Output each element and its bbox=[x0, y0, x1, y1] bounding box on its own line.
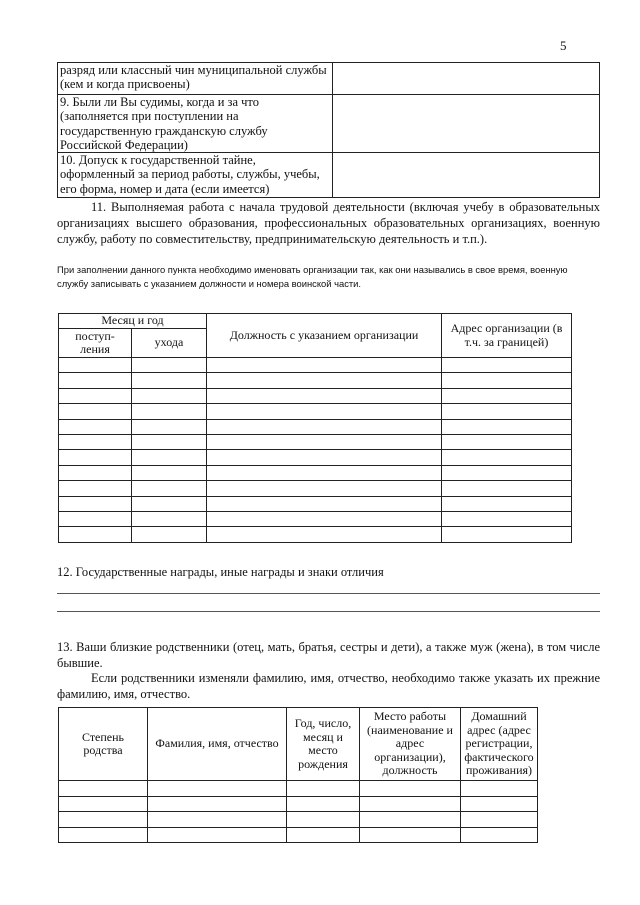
empty-cell[interactable] bbox=[207, 450, 442, 465]
empty-cell[interactable] bbox=[59, 404, 132, 419]
table-row bbox=[59, 827, 538, 843]
empty-cell[interactable] bbox=[59, 388, 132, 403]
workplace-header: Место работы (наименование и адрес организации), должность bbox=[360, 708, 461, 781]
question-cell: 9. Были ли Вы судимы, когда и за что (заполняется при поступлении на государственную гражданскую службу Российской Федерации) bbox=[58, 95, 333, 153]
end-header: ухода bbox=[132, 329, 207, 358]
empty-cell[interactable] bbox=[148, 796, 287, 812]
home-address-header: Домашний адрес (адрес регистрации, фактического проживания) bbox=[461, 708, 538, 781]
empty-cell[interactable] bbox=[442, 527, 572, 542]
empty-cell[interactable] bbox=[442, 373, 572, 388]
table-row bbox=[58, 63, 600, 95]
table-row bbox=[59, 450, 572, 465]
kinship-header: Степень родства bbox=[59, 708, 148, 781]
empty-cell[interactable] bbox=[59, 812, 148, 828]
empty-cell[interactable] bbox=[461, 781, 538, 797]
empty-cell[interactable] bbox=[132, 419, 207, 434]
address-header: Адрес организации (в т.ч. за границей) bbox=[442, 314, 572, 358]
empty-cell[interactable] bbox=[461, 827, 538, 843]
empty-cell[interactable] bbox=[287, 827, 360, 843]
table-row bbox=[58, 95, 600, 153]
section-11-text bbox=[57, 199, 600, 247]
empty-cell[interactable] bbox=[59, 796, 148, 812]
birth-header: Год, число, месяц и место рождения bbox=[287, 708, 360, 781]
awards-input-line[interactable] bbox=[57, 611, 600, 612]
empty-cell[interactable] bbox=[132, 434, 207, 449]
empty-cell[interactable] bbox=[59, 496, 132, 511]
empty-cell[interactable] bbox=[59, 481, 132, 496]
empty-cell[interactable] bbox=[59, 358, 132, 373]
questionnaire-table bbox=[57, 62, 600, 198]
empty-cell[interactable] bbox=[360, 812, 461, 828]
answer-cell[interactable] bbox=[333, 95, 600, 153]
empty-cell[interactable] bbox=[132, 388, 207, 403]
empty-cell[interactable] bbox=[287, 796, 360, 812]
section-13-text bbox=[57, 640, 600, 702]
page-number: 5 bbox=[560, 38, 567, 53]
table-row bbox=[59, 358, 572, 373]
empty-cell[interactable] bbox=[207, 419, 442, 434]
empty-cell[interactable] bbox=[132, 511, 207, 526]
question-cell: 10. Допуск к государственной тайне, оформленный за период работы, службы, учебы, его форма, номер и дата (если имеется) bbox=[58, 153, 333, 198]
empty-cell[interactable] bbox=[132, 465, 207, 480]
empty-cell[interactable] bbox=[132, 404, 207, 419]
table-row bbox=[59, 796, 538, 812]
empty-cell[interactable] bbox=[287, 781, 360, 797]
empty-cell[interactable] bbox=[148, 827, 287, 843]
empty-cell[interactable] bbox=[360, 781, 461, 797]
empty-cell[interactable] bbox=[207, 465, 442, 480]
empty-cell[interactable] bbox=[442, 511, 572, 526]
empty-cell[interactable] bbox=[132, 496, 207, 511]
empty-cell[interactable] bbox=[442, 404, 572, 419]
empty-cell[interactable] bbox=[148, 812, 287, 828]
table-row bbox=[59, 496, 572, 511]
answer-cell[interactable] bbox=[333, 63, 600, 95]
work-history-table bbox=[58, 313, 572, 543]
section-12-text: 12. Государственные награды, иные награды и знаки отличия bbox=[57, 565, 384, 579]
empty-cell[interactable] bbox=[59, 511, 132, 526]
empty-cell[interactable] bbox=[207, 373, 442, 388]
empty-cell[interactable] bbox=[132, 358, 207, 373]
section-13-note: Если родственники изменяли фамилию, имя, отчество, необходимо также указать их прежние фамилию, имя, отчество. bbox=[57, 671, 600, 701]
month-year-header: Месяц и год bbox=[59, 314, 207, 329]
section-11-label: 11. Выполняемая работа с начала трудовой деятельности (включая учебу в образовательных организациях высшего образования, профессиональных образовательных организациях, военную службу, работу по совместительству, предпринимательскую деятельность и т.п.). bbox=[57, 200, 600, 246]
empty-cell[interactable] bbox=[360, 796, 461, 812]
table-row bbox=[59, 481, 572, 496]
empty-cell[interactable] bbox=[59, 465, 132, 480]
empty-cell[interactable] bbox=[442, 434, 572, 449]
table-header-row bbox=[59, 314, 572, 329]
table-row bbox=[59, 812, 538, 828]
table-row bbox=[59, 527, 572, 542]
name-header: Фамилия, имя, отчество bbox=[148, 708, 287, 781]
table-row bbox=[59, 373, 572, 388]
empty-cell[interactable] bbox=[207, 388, 442, 403]
table-row bbox=[58, 153, 600, 198]
start-header: поступ-ления bbox=[59, 329, 132, 358]
position-header: Должность с указанием организации bbox=[207, 314, 442, 358]
empty-cell[interactable] bbox=[442, 481, 572, 496]
empty-cell[interactable] bbox=[59, 373, 132, 388]
table-row bbox=[59, 434, 572, 449]
section-11-note: При заполнении данного пункта необходимо именовать организации так, как они назывались в свое время, военную службу записывать с указанием должности и номера воинской части. bbox=[57, 264, 568, 289]
empty-cell[interactable] bbox=[207, 511, 442, 526]
table-row bbox=[59, 511, 572, 526]
empty-cell[interactable] bbox=[360, 827, 461, 843]
empty-cell[interactable] bbox=[287, 812, 360, 828]
table-row bbox=[59, 465, 572, 480]
empty-cell[interactable] bbox=[148, 781, 287, 797]
table-row bbox=[59, 404, 572, 419]
empty-cell[interactable] bbox=[207, 434, 442, 449]
empty-cell[interactable] bbox=[132, 450, 207, 465]
empty-cell[interactable] bbox=[442, 450, 572, 465]
table-row bbox=[59, 419, 572, 434]
empty-cell[interactable] bbox=[59, 827, 148, 843]
empty-cell[interactable] bbox=[207, 481, 442, 496]
empty-cell[interactable] bbox=[132, 481, 207, 496]
table-header-row bbox=[59, 708, 538, 781]
empty-cell[interactable] bbox=[59, 527, 132, 542]
empty-cell[interactable] bbox=[207, 404, 442, 419]
awards-input-line[interactable] bbox=[57, 593, 600, 594]
empty-cell[interactable] bbox=[461, 812, 538, 828]
table-row bbox=[59, 781, 538, 797]
empty-cell[interactable] bbox=[461, 796, 538, 812]
question-cell: разряд или классный чин муниципальной службы (кем и когда присвоены) bbox=[58, 63, 333, 95]
table-row bbox=[59, 388, 572, 403]
relatives-table bbox=[58, 707, 538, 843]
empty-cell[interactable] bbox=[442, 388, 572, 403]
empty-cell[interactable] bbox=[442, 496, 572, 511]
empty-cell[interactable] bbox=[59, 781, 148, 797]
empty-cell[interactable] bbox=[442, 358, 572, 373]
empty-cell[interactable] bbox=[132, 527, 207, 542]
answer-cell[interactable] bbox=[333, 153, 600, 198]
empty-cell[interactable] bbox=[207, 496, 442, 511]
empty-cell[interactable] bbox=[442, 419, 572, 434]
empty-cell[interactable] bbox=[442, 465, 572, 480]
empty-cell[interactable] bbox=[207, 527, 442, 542]
empty-cell[interactable] bbox=[59, 450, 132, 465]
empty-cell[interactable] bbox=[132, 373, 207, 388]
empty-cell[interactable] bbox=[207, 358, 442, 373]
section-13-label: 13. Ваши близкие родственники (отец, мать, братья, сестры и дети), а также муж (жена), в том числе бывшие. bbox=[57, 640, 600, 670]
empty-cell[interactable] bbox=[59, 434, 132, 449]
empty-cell[interactable] bbox=[59, 419, 132, 434]
